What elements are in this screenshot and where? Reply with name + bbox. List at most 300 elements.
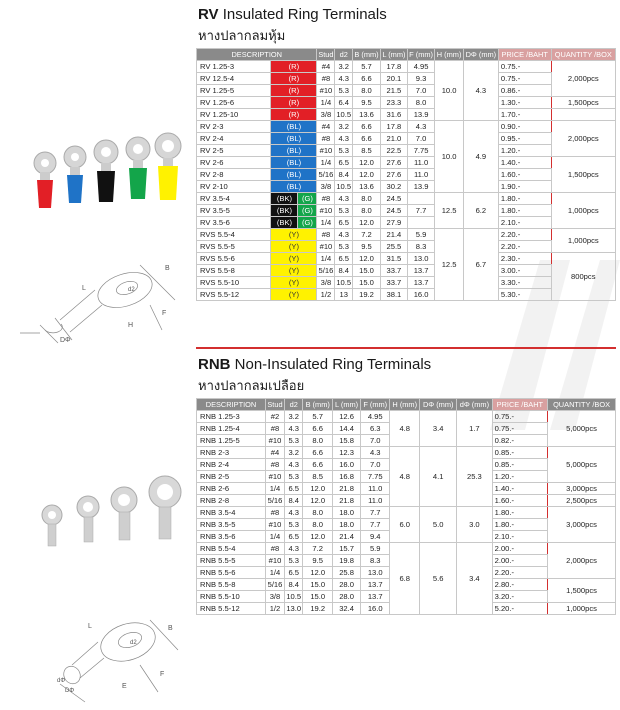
color-chip: (Y) [271, 265, 316, 276]
cell-b: 12.0 [352, 253, 380, 265]
row-description: RVS 5.5-12 [197, 289, 271, 301]
cell-h: 10.0 [435, 121, 463, 193]
rv-terminals-photo [0, 130, 190, 345]
cell-price: 2.10.- [492, 531, 547, 543]
cell-d2: 8.4 [335, 265, 353, 277]
header-cell: dΦ (mm) [457, 399, 492, 411]
cell-d2: 5.3 [284, 435, 302, 447]
cell-group-h: 6.8 [390, 543, 420, 615]
cell-quantity: 2,000pcs [548, 543, 616, 579]
cell-f: 13.9 [407, 109, 435, 121]
cell-price: 1.80.- [498, 205, 551, 217]
cell-l: 28.0 [332, 591, 360, 603]
row-description: RNB 3.5-6 [197, 531, 266, 543]
cell-l: 21.8 [332, 495, 360, 507]
cell-dphi: 4.9 [463, 121, 498, 193]
rv-bottom-rule [196, 347, 616, 349]
cell-l: 21.8 [332, 483, 360, 495]
cell-b: 6.6 [303, 423, 333, 435]
cell-d2: 3.2 [335, 121, 353, 133]
cell-b: 15.0 [303, 591, 333, 603]
cell-d2: 13.0 [286, 603, 302, 613]
illustrations [0, 0, 190, 710]
rv-subtitle: หางปลากลมหุ้ม [198, 28, 286, 43]
cell-l: 18.0 [332, 519, 360, 531]
cell-group-d: 4.1 [420, 447, 457, 507]
cell-b: 8.0 [352, 85, 380, 97]
cell-group-d: 3.4 [457, 543, 492, 615]
cell-f: 7.75 [407, 145, 435, 157]
color-chip: (BL) [271, 157, 316, 168]
cell-price: 0.85.- [492, 459, 547, 471]
rv-table [196, 48, 616, 301]
row-description: RV 2-10 [197, 181, 271, 193]
cell-d2: 4.3 [335, 229, 353, 241]
rv-dim-label-l: L [82, 285, 86, 292]
cell-group-h: 4.8 [390, 411, 420, 447]
row-description: RVS 5.5-4 [197, 229, 271, 241]
cell-group-d: 3.4 [420, 411, 457, 447]
cell-stud: 1/4 [317, 217, 335, 229]
cell-f: 6.3 [361, 423, 390, 435]
table-header-row [197, 49, 616, 61]
table-row [197, 411, 616, 423]
cell-b: 13.6 [352, 109, 380, 121]
cell-price: 1.80.- [492, 519, 547, 531]
cell-b: 12.0 [352, 157, 380, 169]
rnb-subtitle: หางปลากลมเปลือย [198, 378, 305, 393]
row-description: RV 12.5-4 [197, 73, 271, 85]
cell-l: 16.0 [332, 459, 360, 471]
cell-f: 13.0 [361, 567, 390, 579]
cell-b: 12.0 [303, 567, 333, 579]
cell-b: 9.5 [352, 97, 380, 109]
cell-quantity: 800pcs [551, 253, 615, 301]
cell-quantity: 1,500pcs [551, 97, 615, 109]
cell-f: 7.0 [407, 85, 435, 97]
color-chip: (BL) [271, 181, 316, 192]
cell-quantity [551, 109, 615, 121]
cell-d2: 4.3 [335, 73, 353, 85]
header-cell: PRICE /BAHT [492, 399, 547, 411]
cell-price: 1.70.- [498, 109, 551, 121]
row-description: RNB 5.5-12 [197, 603, 266, 615]
cell-b: 7.2 [303, 543, 333, 555]
row-description: RV 3.5-4 [197, 193, 271, 205]
cell-stud: 1/4 [317, 157, 335, 169]
cell-group-d: 5.6 [420, 543, 457, 615]
cell-stud: 1/2 [317, 289, 335, 301]
cell-b: 6.6 [352, 73, 380, 85]
row-description: RV 1.25-5 [197, 85, 271, 97]
cell-b: 9.5 [352, 241, 380, 253]
cell-f: 4.95 [407, 61, 435, 73]
rnb-dimension-drawing [60, 616, 178, 702]
rv-title-bold: RV [198, 6, 219, 23]
table-row [197, 61, 616, 73]
color-code-cell [271, 73, 317, 85]
cell-l: 24.5 [381, 193, 408, 205]
row-description: RNB 2-6 [197, 483, 266, 495]
cell-b: 8.5 [352, 145, 380, 157]
cell-d2: 6.5 [335, 253, 353, 265]
cell-price: 0.75.- [492, 411, 547, 423]
cell-l: 38.1 [381, 289, 408, 301]
cell-price: 1.20.- [498, 145, 551, 157]
cell-b: 12.0 [303, 531, 333, 543]
cell-quantity: 1,500pcs [548, 579, 616, 603]
color-chip: (R) [271, 109, 316, 120]
header-cell: d2 [284, 399, 302, 411]
cell-f: 16.0 [361, 603, 390, 615]
cell-stud: 3/8 [266, 591, 285, 603]
row-description: RV 1.25-3 [197, 61, 271, 73]
table-row [197, 157, 616, 169]
cell-b: 15.0 [303, 579, 333, 591]
cell-d2: 6.4 [335, 97, 353, 109]
row-description: RV 2-4 [197, 133, 271, 145]
header-cell: F (mm) [361, 399, 390, 411]
cell-b: 7.2 [352, 229, 380, 241]
cell-price: 1.80.- [498, 193, 551, 205]
cell-f: 13.9 [407, 181, 435, 193]
rnb-dim-label-d2: d2 [130, 640, 137, 646]
rv-dim-label-d2: d2 [128, 287, 135, 293]
row-description: RNB 5.5-4 [197, 543, 266, 555]
rnb-dim-label-l: L [88, 623, 92, 630]
cell-f: 11.0 [407, 169, 435, 181]
cell-f: 9.4 [361, 531, 390, 543]
cell-b: 5.7 [352, 61, 380, 73]
cell-l: 23.3 [381, 97, 408, 109]
cell-f: 8.3 [407, 241, 435, 253]
cell-b: 5.7 [303, 411, 333, 423]
cell-l: 25.5 [381, 241, 408, 253]
cell-h: 12.5 [435, 193, 463, 229]
cell-b: 15.0 [352, 265, 380, 277]
cell-stud: #10 [317, 85, 335, 97]
cell-stud: 5/16 [318, 265, 334, 275]
cell-quantity: 2,000pcs [551, 121, 615, 157]
cell-d2: 5.3 [284, 519, 302, 531]
cell-f [407, 217, 435, 229]
cell-group-h: 6.0 [390, 507, 420, 543]
color-code-cell [271, 85, 317, 97]
cell-price: 0.75.- [492, 423, 547, 435]
cell-h: 12.5 [435, 229, 463, 301]
header-cell: B (mm) [354, 49, 379, 59]
cell-d2: 5.3 [335, 241, 353, 253]
cell-stud: #4 [317, 61, 335, 73]
color-chip: (Y) [271, 289, 316, 300]
cell-l: 17.8 [381, 61, 408, 73]
cell-f: 7.0 [361, 435, 390, 447]
cell-f: 13.7 [361, 579, 390, 591]
cell-l: 20.1 [381, 73, 408, 85]
table-row [197, 97, 616, 109]
cell-price: 1.40.- [492, 483, 547, 495]
header-cell: L (mm) [382, 49, 406, 59]
cell-stud: 1/4 [266, 531, 285, 543]
color-code-cell [271, 241, 317, 253]
cell-quantity: 1,000pcs [551, 229, 615, 253]
cell-price: 2.10.- [498, 217, 551, 229]
cell-b: 8.0 [303, 507, 333, 519]
cell-l: 18.0 [332, 507, 360, 519]
cell-f: 11.0 [361, 483, 390, 495]
row-description: RNB 5.5-10 [197, 591, 266, 603]
cell-d2: 4.3 [335, 193, 353, 205]
header-cell: DΦ (mm) [463, 49, 498, 61]
cell-b: 6.6 [303, 459, 333, 471]
header-cell: QUANTITY /BOX [551, 49, 615, 61]
cell-quantity: 3,000pcs [548, 483, 616, 495]
cell-d2: 4.3 [284, 543, 302, 555]
cell-f: 11.0 [407, 157, 435, 169]
cell-d2: 6.5 [284, 531, 302, 543]
cell-quantity: 2,000pcs [551, 61, 615, 97]
cell-f: 7.75 [361, 471, 390, 483]
color-code-cell [271, 97, 317, 109]
color-code-cell [271, 217, 298, 229]
cell-d2: 10.5 [336, 109, 352, 119]
cell-stud: #10 [317, 241, 335, 253]
header-cell: H (mm) [436, 49, 462, 59]
rnb-table [196, 398, 616, 615]
cell-b: 19.2 [303, 603, 333, 615]
cell-price: 2.20.- [498, 229, 551, 241]
rv-dim-label-h: H [128, 322, 134, 329]
color-chip: (G) [298, 217, 316, 228]
cell-b: 12.0 [303, 495, 333, 507]
cell-b: 15.0 [352, 277, 380, 289]
cell-price: 2.00.- [492, 543, 547, 555]
rnb-terminals-photo [0, 470, 190, 710]
cell-group-h: 4.8 [390, 447, 420, 507]
cell-price: 5.30.- [498, 289, 551, 301]
rv-terminal-blue [64, 146, 86, 203]
cell-stud: #8 [317, 193, 335, 205]
rnb-dim-label-f: F [160, 671, 165, 678]
cell-f: 7.0 [361, 459, 390, 471]
cell-b: 13.6 [352, 181, 380, 193]
cell-stud: 5/16 [266, 495, 285, 507]
color-chip: (Y) [271, 229, 316, 240]
table-row [197, 109, 616, 121]
header-cell: d2 [335, 49, 353, 61]
cell-d2: 13 [335, 289, 353, 301]
color-chip: (BL) [271, 133, 316, 144]
cell-d2: 5.3 [335, 205, 353, 217]
cell-f: 7.0 [407, 133, 435, 145]
table-row [197, 543, 616, 555]
color-code-cell [271, 229, 317, 241]
rnb-title-rest: Non-Insulated Ring Terminals [230, 356, 432, 373]
cell-price: 1.80.- [492, 507, 547, 519]
cell-f: 16.0 [407, 289, 435, 301]
cell-d2: 4.3 [284, 423, 302, 435]
color-code-cell [271, 193, 298, 205]
cell-l: 19.8 [332, 555, 360, 567]
color-chip: (BL) [271, 169, 316, 180]
cell-b: 6.6 [352, 121, 380, 133]
color-chip: (G) [298, 193, 316, 204]
cell-d2: 10.5 [336, 277, 352, 287]
cell-l: 33.7 [381, 265, 408, 277]
cell-price: 1.40.- [498, 157, 551, 169]
cell-l: 27.9 [381, 217, 408, 229]
cell-price: 2.20.- [498, 241, 551, 253]
header-cell: H (mm) [390, 399, 420, 411]
cell-l: 31.6 [381, 109, 408, 121]
color-chip: (G) [298, 205, 316, 216]
color-code-cell [271, 265, 317, 277]
header-cell: Stud [318, 49, 334, 59]
cell-l: 27.6 [381, 157, 408, 169]
cell-b: 8.0 [303, 435, 333, 447]
row-description: RV 3.5-5 [197, 205, 271, 217]
cell-stud: #10 [317, 145, 335, 157]
cell-price: 1.90.- [498, 181, 551, 193]
cell-group-d: 5.0 [420, 507, 457, 543]
cell-price: 0.82.- [492, 435, 547, 447]
header-cell: Stud [267, 399, 283, 409]
table-row [197, 193, 616, 205]
cell-quantity: 5,000pcs [548, 411, 616, 447]
table-row [197, 121, 616, 133]
cell-b: 12.0 [352, 217, 380, 229]
rv-terminal-green [126, 137, 150, 199]
cell-f: 7.7 [407, 205, 435, 217]
cell-f: 13.7 [407, 265, 435, 277]
cell-stud: 1/2 [266, 603, 285, 615]
cell-l: 24.5 [381, 205, 408, 217]
cell-l: 33.7 [381, 277, 408, 289]
cell-stud: 3/8 [317, 181, 335, 193]
cell-f: 13.7 [407, 277, 435, 289]
cell-d2: 8.4 [284, 495, 302, 507]
cell-f: 4.95 [361, 411, 390, 423]
cell-price: 2.80.- [492, 579, 547, 591]
row-description: RV 2-5 [197, 145, 271, 157]
header-cell: QUANTITY /BOX [548, 399, 616, 411]
cell-d2: 8.4 [335, 169, 353, 181]
header-cell: B (mm) [303, 399, 333, 411]
header-cell: L (mm) [332, 399, 360, 411]
row-description: RV 2-6 [197, 157, 271, 169]
cell-l: 25.8 [332, 567, 360, 579]
cell-group-d: 25.3 [457, 447, 492, 507]
cell-l: 15.7 [332, 543, 360, 555]
rnb-terminal-xlarge [149, 476, 181, 539]
color-code-cell [271, 121, 317, 133]
cell-d2: 5.3 [284, 471, 302, 483]
cell-f: 4.3 [407, 121, 435, 133]
color-chip: (Y) [271, 253, 316, 264]
cell-price: 0.75.- [498, 73, 551, 85]
cell-f: 8.0 [407, 97, 435, 109]
table-row [197, 507, 616, 519]
cell-h: 10.0 [435, 61, 463, 121]
cell-dphi: 6.2 [463, 193, 498, 229]
row-description: RVS 5.5-8 [197, 265, 271, 277]
row-description: RV 2-3 [197, 121, 271, 133]
cell-dphi: 6.7 [463, 229, 498, 301]
cell-b: 8.0 [352, 205, 380, 217]
color-code-cell [271, 289, 317, 301]
cell-b: 6.6 [352, 133, 380, 145]
row-description: RNB 5.5-6 [197, 567, 266, 579]
cell-l: 21.0 [381, 133, 408, 145]
cell-stud: #2 [266, 411, 285, 423]
color-code-cell [271, 253, 317, 265]
cell-d2: 6.5 [284, 567, 302, 579]
cell-stud: 5/16 [318, 169, 334, 179]
color-chip: (BL) [271, 145, 316, 156]
cell-l: 22.5 [381, 145, 408, 157]
row-description: RNB 2-5 [197, 471, 266, 483]
cell-quantity: 1,000pcs [551, 193, 615, 229]
cell-d2: 4.3 [284, 459, 302, 471]
cell-b: 8.0 [352, 193, 380, 205]
cell-quantity: 1,000pcs [548, 603, 616, 615]
cell-stud: #8 [266, 459, 285, 471]
color-code-cell [271, 61, 317, 73]
rnb-terminal-medium [77, 496, 99, 542]
rnb-dim-label-b: B [168, 625, 173, 632]
color-chip: (R) [271, 85, 316, 96]
color-code-cell [271, 109, 317, 121]
rv-terminal-red [34, 152, 56, 208]
header-description: DESCRIPTION [197, 49, 317, 61]
rnb-dim-label-dsmall: dΦ [57, 678, 66, 684]
cell-d2: 6.5 [335, 217, 353, 229]
cell-price: 2.30.- [498, 253, 551, 265]
cell-l: 30.2 [381, 181, 408, 193]
row-description: RV 1.25-6 [197, 97, 271, 109]
cell-price: 2.20.- [492, 567, 547, 579]
cell-l: 27.6 [381, 169, 408, 181]
cell-stud: 1/4 [266, 483, 285, 495]
cell-b: 6.6 [303, 447, 333, 459]
row-description: RNB 1.25-4 [197, 423, 266, 435]
header-cell: DESCRIPTION [197, 399, 266, 411]
cell-f: 9.3 [407, 73, 435, 85]
rv-terminal-yellow [155, 133, 181, 200]
cell-price: 0.75.- [498, 61, 551, 73]
cell-stud: #10 [266, 555, 285, 567]
row-description: RNB 2-8 [197, 495, 266, 507]
header-cell: F (mm) [409, 49, 433, 59]
cell-f: 13.0 [407, 253, 435, 265]
cell-stud: #8 [266, 507, 285, 519]
cell-f: 5.9 [361, 543, 390, 555]
rv-dim-label-b: B [165, 265, 170, 272]
cell-stud: #8 [266, 543, 285, 555]
table-row [197, 253, 616, 265]
cell-quantity: 2,500pcs [548, 495, 616, 507]
color-chip: (BL) [271, 121, 316, 132]
color-chip: (BK) [271, 205, 297, 216]
cell-price: 1.60.- [498, 169, 551, 181]
cell-price: 3.30.- [498, 277, 551, 289]
color-code-cell [271, 145, 317, 157]
color-code-cell [298, 205, 317, 217]
color-chip: (BK) [271, 193, 297, 204]
cell-d2: 6.5 [335, 157, 353, 169]
color-code-cell [271, 205, 298, 217]
cell-d2: 10.5 [336, 181, 352, 191]
